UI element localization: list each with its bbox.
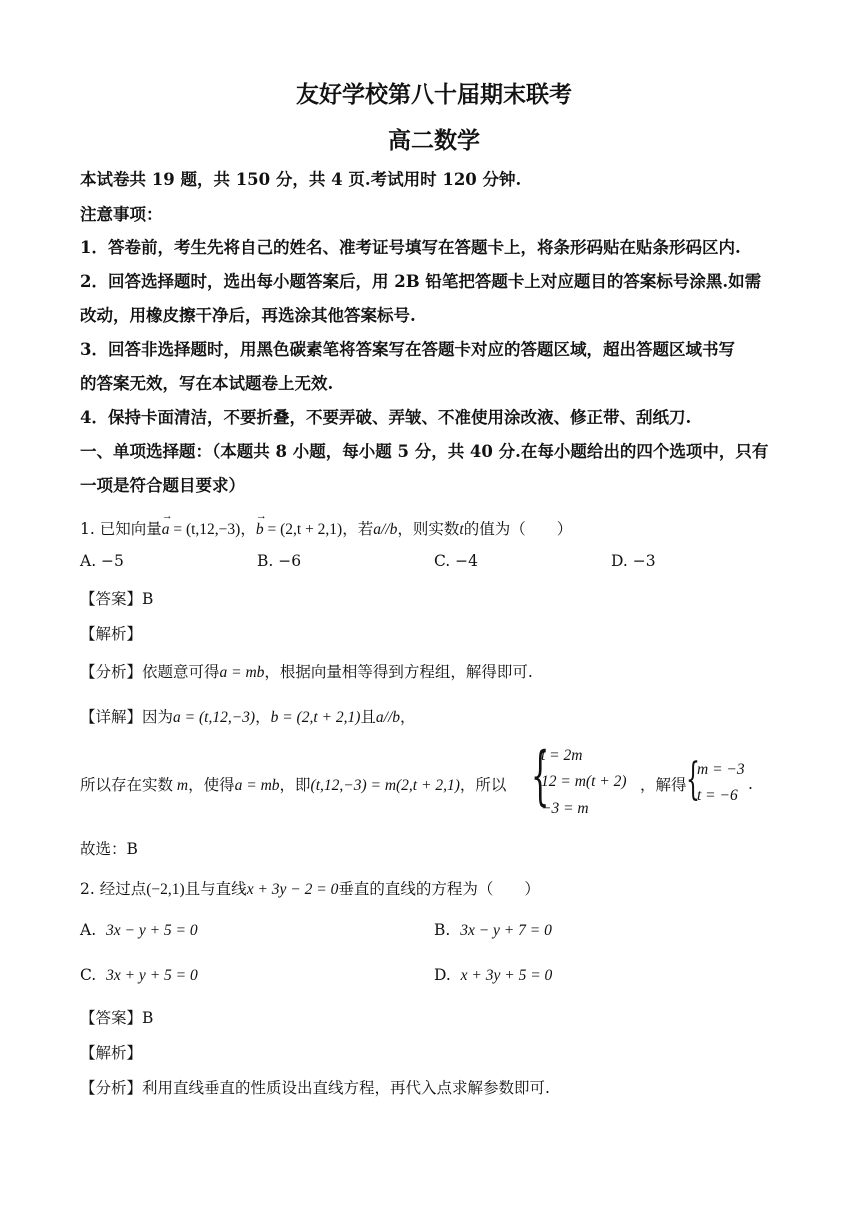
q2-answer: 【答案】B [80, 1009, 154, 1027]
q1-choice: 故选：B [80, 840, 138, 858]
notice-heading: 注意事项： [80, 205, 163, 224]
q1-period: . [748, 775, 753, 793]
exam-subject: 高二数学 [388, 127, 480, 154]
q2-option-d: D. x + 3y + 5 = 0 [434, 966, 553, 984]
q2-analysis-label: 【解析】 [80, 1044, 143, 1062]
system-2-eq-2: t = −6 [697, 787, 738, 804]
notice-item-4: 4．保持卡面清洁，不要折叠，不要弄破、弄皱、不准使用涂改液、修正带、刮纸刀. [80, 408, 692, 427]
exam-title: 友好学校第八十届期末联考 [296, 81, 572, 108]
q1-answer: 【答案】B [80, 590, 154, 608]
system-brace-1: { [531, 739, 550, 813]
system-1-eq-2: 12 = m(t + 2) [541, 773, 627, 790]
exam-summary: 本试卷共 19 题，共 150 分，共 4 页.考试用时 120 分钟. [80, 170, 522, 189]
q2-fenxi: 【分析】利用直线垂直的性质设出直线方程，再代入点求解参数即可. [80, 1079, 550, 1097]
q2-option-a: A. 3x − y + 5 = 0 [80, 921, 198, 939]
q1-detail: 【详解】因为a = (t,12,−3)，b = (2,t + 2,1)且a//b， [80, 708, 416, 726]
q1-option-c: C. −4 [434, 552, 479, 570]
notice-item-2-cont: 改动，用橡皮擦干净后，再选涂其他答案标号. [80, 306, 416, 325]
notice-item-3: 3．回答非选择题时，用黑色碳素笔将答案写在答题卡对应的答题区域，超出答题区域书写 [80, 340, 735, 359]
q2-option-b: B. 3x − y + 7 = 0 [434, 921, 552, 939]
system-1-eq-3: −3 = m [541, 800, 589, 817]
section-heading-cont: 一项是符合题目要求） [80, 476, 245, 495]
system-2-eq-1: m = −3 [697, 761, 745, 778]
q1-existence: 所以存在实数 m，使得a = mb，即(t,12,−3) = m(2,t + 2,1)，所以 [80, 776, 507, 794]
system-1-eq-1: t = 2m [541, 747, 583, 764]
q1-analysis-label: 【解析】 [80, 625, 143, 643]
notice-item-2: 2．回答选择题时，选出每小题答案后，用 2B 铅笔把答题卡上对应题目的答案标号涂黑.如需 [80, 272, 762, 291]
q1-option-d: D. −3 [611, 552, 656, 570]
section-heading: 一、单项选择题：（本题共 8 小题，每小题 5 分，共 40 分.在每小题给出的四个选项中，只有 [80, 442, 769, 461]
q1-option-b: B. −6 [257, 552, 302, 570]
q1-fenxi: 【分析】依题意可得a = mb，根据向量相等得到方程组，解得即可. [80, 663, 533, 681]
notice-item-1: 1．答卷前，考生先将自己的姓名、准考证号填写在答题卡上，将条形码贴在贴条形码区内. [80, 238, 741, 257]
q2-option-c: C. 3x + y + 5 = 0 [80, 966, 198, 984]
notice-item-3-cont: 的答案无效，写在本试题卷上无效. [80, 374, 334, 393]
system-brace-2: { [686, 754, 700, 805]
q1-solve-text: ，解得 [640, 776, 687, 794]
q1-option-a: A. −5 [80, 552, 124, 570]
question-2-stem: 2. 经过点(−2,1)且与直线x + 3y − 2 = 0垂直的直线的方程为（ ） [80, 880, 540, 898]
question-1-stem: 1. 已知向量→ a = (t,12,−3)，→ b = (2,t + 2,1)，若a//b，则实数t的值为（ ） [80, 517, 572, 539]
